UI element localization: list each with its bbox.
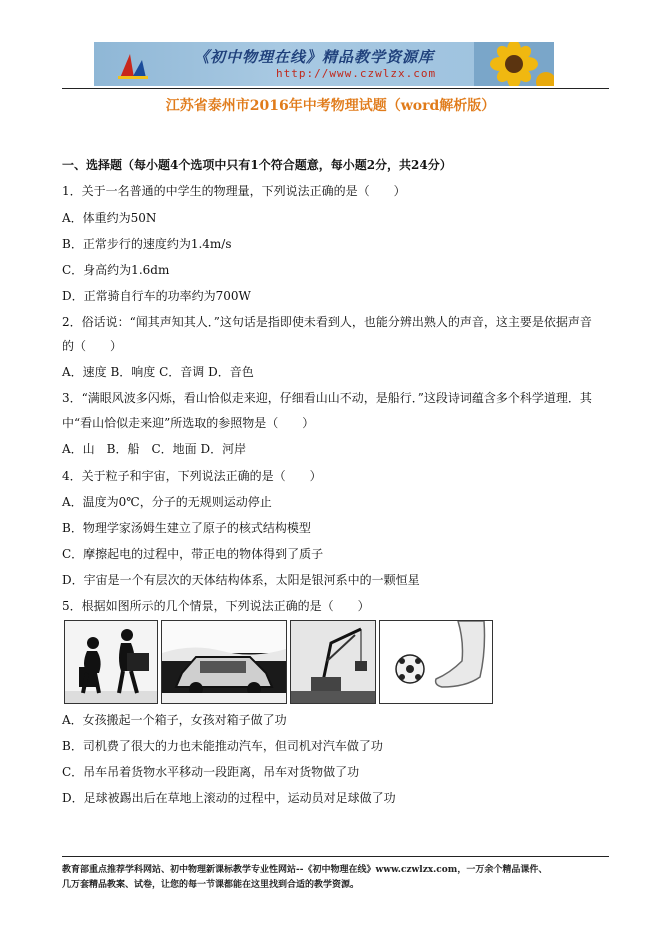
question-1-option-b: B．正常步行的速度约为1.4m/s <box>62 237 232 251</box>
header-banner <box>94 42 554 86</box>
question-4-option-d: D．宇宙是一个有层次的天体结构体系，太阳是银河系中的一颗恒星 <box>62 573 420 587</box>
sunflower-icon <box>474 42 554 86</box>
question-4-option-c: C．摩擦起电的过程中，带正电的物体得到了质子 <box>62 547 324 561</box>
header-divider <box>62 88 609 89</box>
figure-crane-lifting-cargo <box>290 620 376 704</box>
question-1-stem: 1．关于一名普通的中学生的物理量，下列说法正确的是（ ） <box>62 184 406 198</box>
section-heading: 一、选择题（每小题4个选项中只有1个符合题意，每小题2分，共24分） <box>62 158 452 172</box>
question-5-option-b: B．司机费了很大的力也未能推动汽车，但司机对汽车做了功 <box>62 739 383 753</box>
footer-divider <box>62 856 609 857</box>
figure-girl-lifting-box <box>64 620 158 704</box>
question-2-options: A．速度 B．响度 C．音调 D．音色 <box>62 365 254 379</box>
question-1-option-d: D．正常骑自行车的功率约为700W <box>62 289 251 303</box>
banner-title: 《初中物理在线》精品教学资源库 <box>194 48 435 66</box>
figure-kicking-football <box>379 620 493 704</box>
question-5-stem: 5．根据如图所示的几个情景，下列说法正确的是（ ） <box>62 599 370 613</box>
question-3-stem-line-2: 中“看山恰似走来迎”所选取的参照物是（ ） <box>62 416 315 430</box>
banner-url[interactable]: http://www.czwlzx.com <box>276 67 437 80</box>
footer-line-1: 教育部重点推荐学科网站、初中物理新课标教学专业性网站--《初中物理在线》www.czwlzx.com，一万余个精品课件、 <box>62 865 548 875</box>
question-4-option-a: A．温度为0℃，分子的无规则运动停止 <box>62 495 272 509</box>
question-4-stem: 4．关于粒子和宇宙，下列说法正确的是（ ） <box>62 469 322 483</box>
figure-pushing-car <box>161 620 287 704</box>
question-1-option-c: C．身高约为1.6dm <box>62 263 170 277</box>
question-4-option-b: B．物理学家汤姆生建立了原子的核式结构模型 <box>62 521 311 535</box>
question-3-stem-line-1: 3．“满眼风波多闪烁，看山恰似走来迎，仔细看山山不动，是船行．”这段诗词蕴含多个科学道理．其 <box>62 391 592 405</box>
site-logo-icon <box>116 50 150 80</box>
question-5-option-d: D．足球被踢出后在草地上滚动的过程中，运动员对足球做了功 <box>62 791 396 805</box>
question-3-options: A．山 B．船 C．地面 D．河岸 <box>62 442 247 456</box>
question-5-option-c: C．吊车吊着货物水平移动一段距离，吊车对货物做了功 <box>62 765 360 779</box>
question-5-option-a: A．女孩搬起一个箱子，女孩对箱子做了功 <box>62 713 287 727</box>
question-1-option-a: A．体重约为50N <box>62 211 157 225</box>
question-2-stem-line-1: 2．俗话说：“闻其声知其人．”这句话是指即使未看到人，也能分辨出熟人的声音，这主要是依据声音 <box>62 315 592 329</box>
question-2-stem-line-2: 的（ ） <box>62 339 123 353</box>
footer-line-2: 几万套精品教案、试卷，让您的每一节课都能在这里找到合适的教学资源。 <box>62 880 360 890</box>
document-title: 江苏省泰州市2016年中考物理试题（word解析版） <box>165 98 496 114</box>
